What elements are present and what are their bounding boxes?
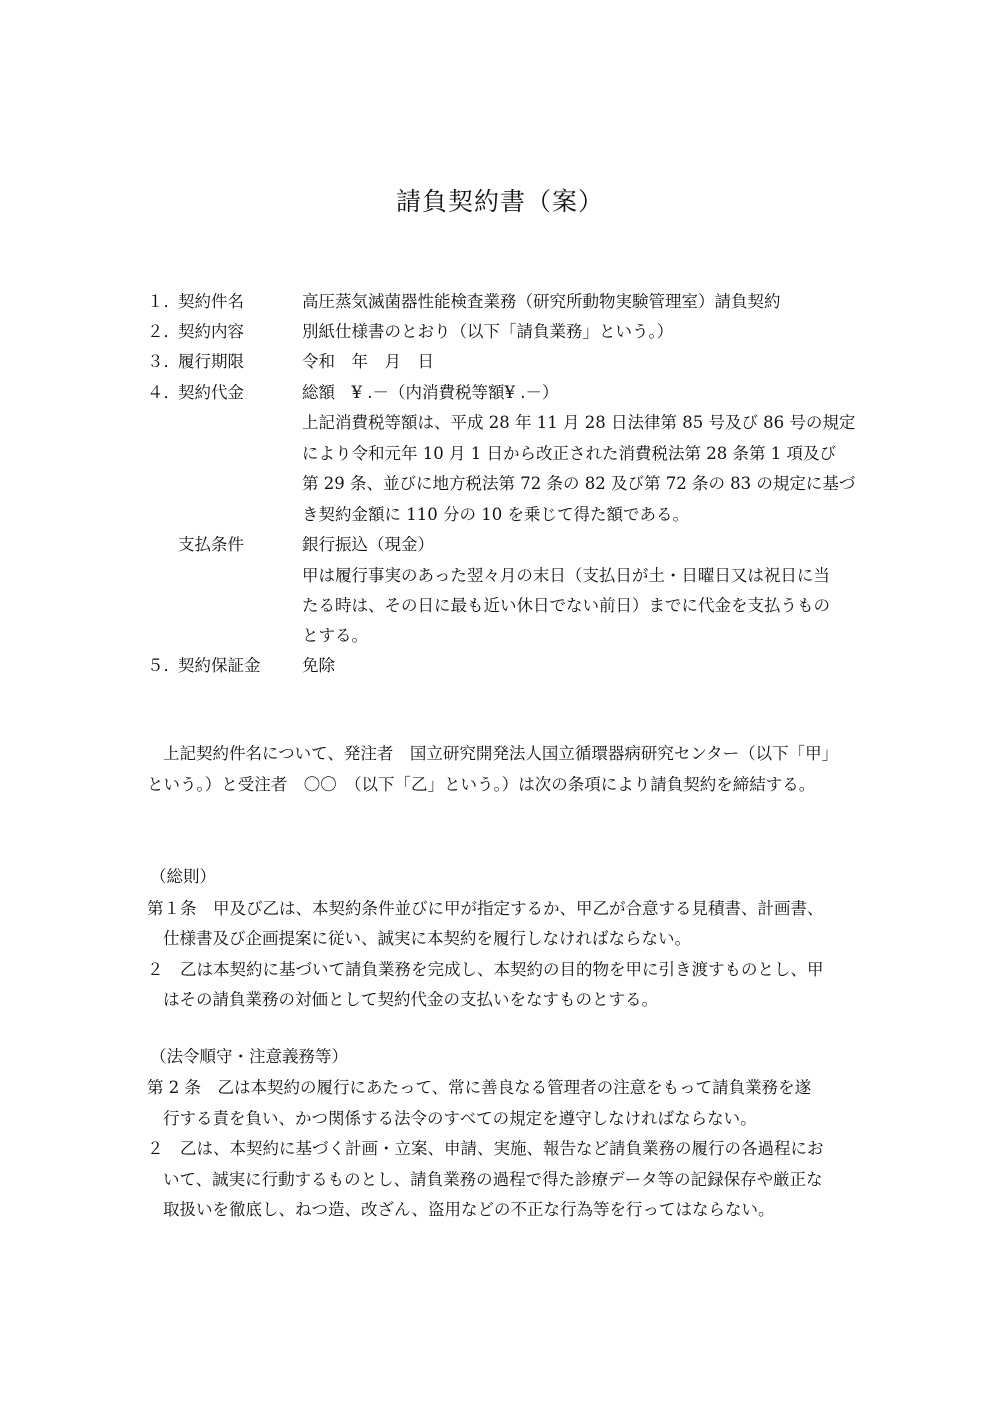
term-number: ２．	[147, 322, 180, 341]
term-note-line: たる時は、その日に最も近い休日でない前日）までに代金を支払うもの	[302, 596, 830, 615]
preamble-line: 上記契約件名について、発注者 国立研究開発法人国立循環器病研究センター（以下「甲」	[163, 744, 839, 763]
term-note-line: とする。	[302, 626, 368, 645]
term-number: ５．	[147, 656, 180, 675]
article-line: はその請負業務の対価として契約代金の支払いをなすものとする。	[163, 990, 658, 1009]
term-note-line: 上記消費税等額は、平成 28 年 11 月 28 日法律第 85 号及び 86 号の規定	[302, 413, 856, 432]
term-label: 履行期限	[178, 352, 244, 371]
term-number: ４．	[147, 383, 180, 402]
term-value: 総額 ¥ .－（内消費税等額¥ .－）	[302, 383, 559, 402]
term-value: 銀行振込（現金）	[302, 535, 434, 554]
term-value: 免除	[302, 656, 335, 675]
article-line: 取扱いを徹底し、ねつ造、改ざん、盗用などの不正な行為等を行ってはならない。	[163, 1200, 775, 1219]
term-label: 契約内容	[178, 322, 244, 341]
article-line: ２ 乙は本契約に基づいて請負業務を完成し、本契約の目的物を甲に引き渡すものとし、甲	[147, 960, 824, 979]
term-number: ３．	[147, 352, 180, 371]
term-value: 高圧蒸気滅菌器性能検査業務（研究所動物実験管理室）請負契約	[302, 292, 781, 311]
term-label: 契約保証金	[178, 656, 261, 675]
document-title: 請負契約書（案）	[395, 187, 604, 216]
term-value: 令和 年 月 日	[302, 352, 434, 371]
article-line: 行する責を負い、かつ関係する法令のすべての規定を遵守しなければならない。	[163, 1109, 757, 1128]
preamble-line: という。）と受注者 〇〇 （以下「乙」という。）は次の条項により請負契約を締結する。	[147, 775, 816, 794]
article-heading: （総則）	[150, 867, 216, 886]
term-note-line: き契約金額に 110 分の 10 を乗じて得た額である。	[302, 505, 689, 524]
article-line: 第１条 甲及び乙は、本契約条件並びに甲が指定するか、甲乙が合意する見積書、計画書、	[147, 899, 824, 918]
term-note-line: により令和元年 10 月 1 日から改正された消費税法第 28 条第 1 項及び	[302, 444, 836, 463]
term-label: 契約代金	[178, 383, 244, 402]
article-line: 第 2 条 乙は本契約の履行にあたって、常に善良なる管理者の注意をもって請負業務を遂	[147, 1078, 812, 1097]
term-value: 別紙仕様書のとおり（以下「請負業務」という。）	[302, 322, 674, 341]
term-note-line: 甲は履行事実のあった翌々月の末日（支払日が土・日曜日又は祝日に当	[302, 566, 830, 585]
term-note-line: 第 29 条、並びに地方税法第 72 条の 82 及び第 72 条の 83 の規定に基づ	[302, 474, 856, 493]
article-heading: （法令順守・注意義務等）	[150, 1047, 348, 1066]
term-number: １．	[147, 292, 180, 311]
term-label: 支払条件	[178, 535, 244, 554]
article-line: ２ 乙は、本契約に基づく計画・立案、申請、実施、報告など請負業務の履行の各過程にお	[147, 1139, 824, 1158]
article-line: いて、誠実に行動するものとし、請負業務の過程で得た診療データ等の記録保存や厳正な	[163, 1170, 823, 1189]
article-line: 仕様書及び企画提案に従い、誠実に本契約を履行しなければならない。	[163, 929, 691, 948]
term-label: 契約件名	[178, 292, 244, 311]
